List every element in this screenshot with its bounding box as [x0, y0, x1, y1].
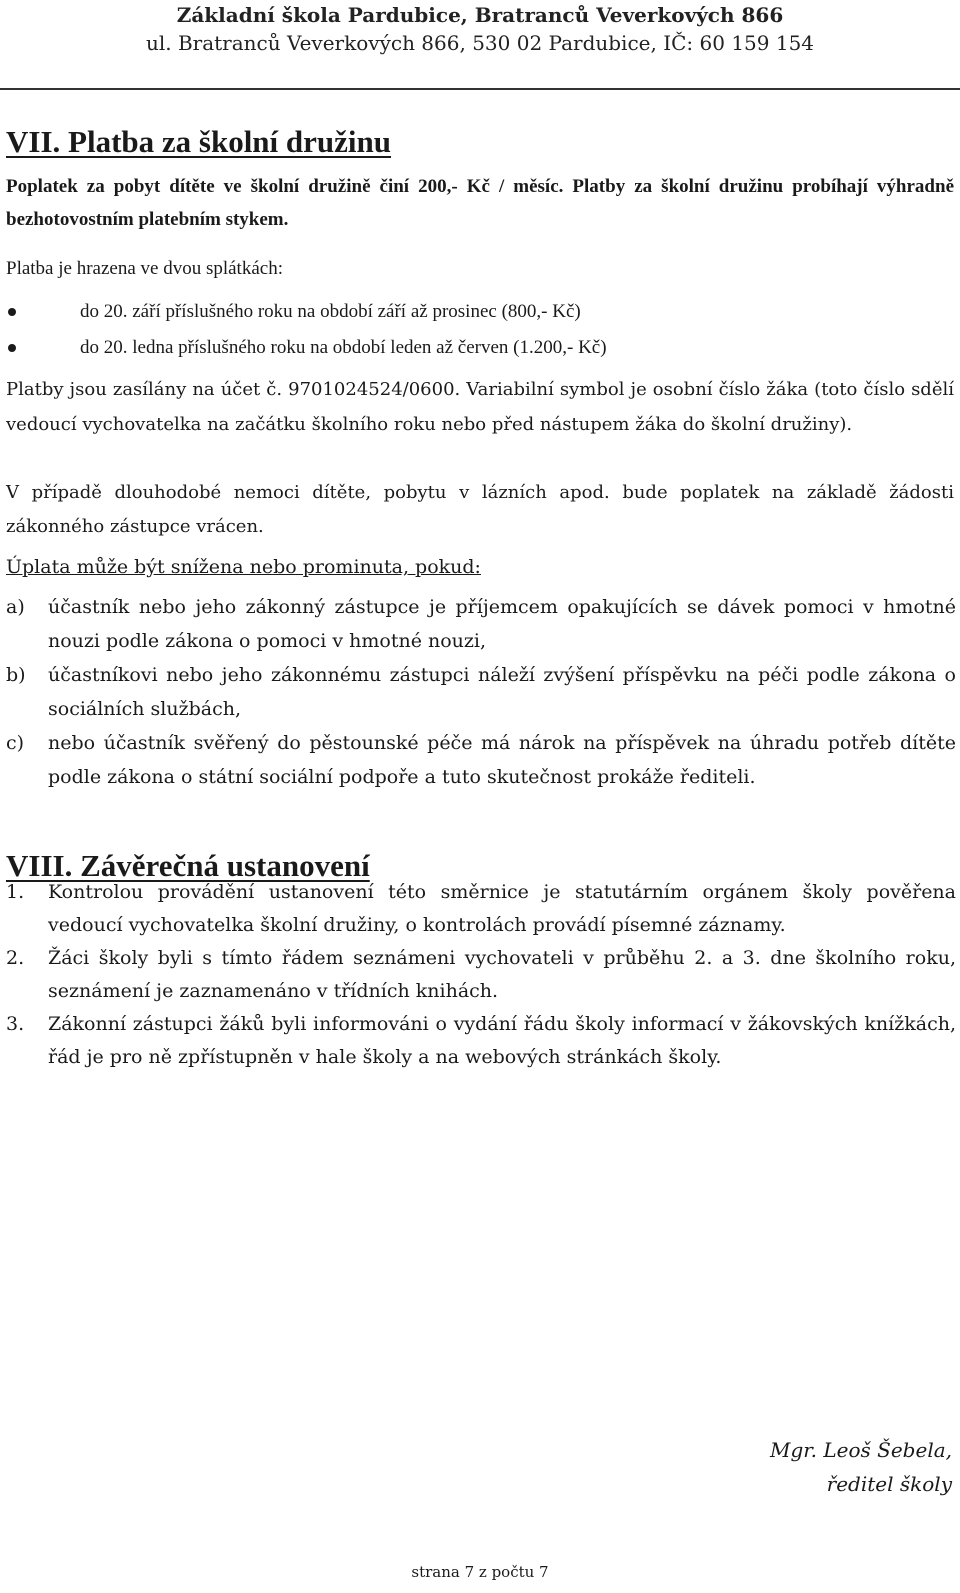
section-vii-title-text: VII. Platba za školní družinu [6, 124, 392, 159]
item-text: Zákonní zástupci žáků byli informováni o vydání řádu školy informací v žákovských knížkách, řád je pro ně zpřístupněn v hale školy a na webových stránkách školy. [48, 1013, 956, 1068]
bullet-icon [8, 344, 16, 352]
item-text: nebo účastník svěřený do pěstounské péče má nárok na příspěvek na úhradu potřeb dítěte podle zákona o státní sociální podpoře a tuto skutečnost prokáže řediteli. [48, 732, 956, 788]
item-marker: 3. [6, 1013, 25, 1035]
header-address: ul. Bratranců Veverkových 866, 530 02 Pardubice, IČ: 60 159 154 [145, 31, 815, 55]
refund-paragraph: V případě dlouhodobé nemoci dítěte, pobytu v lázních apod. bude poplatek na základě žádosti zákonného zástupce vrácen. [6, 482, 954, 537]
item-text: účastník nebo jeho zákonný zástupce je příjemcem opakujících se dávek pomoci v hmotné nouzi podle zákona o pomoci v hmotné nouzi, [48, 596, 956, 652]
installment-text: do 20. ledna příslušného roku na období leden až červen (1.200,- Kč) [80, 337, 607, 358]
item-text: Žáci školy byli s tímto řádem seznámeni vychovateli v průběhu 2. a 3. dne školního roku, seznámení je zaznamenáno v třídních knihách. [48, 947, 956, 1002]
installments-intro: Platba je hrazena ve dvou splátkách: [6, 258, 283, 279]
signature-role: ředitel školy [826, 1472, 952, 1496]
account-paragraph: Platby jsou zasílány na účet č. 9701024524/0600. Variabilní symbol je osobní číslo žáka (toto číslo sdělí vedoucí vychovatelka na začátku školního roku nebo před nástupem žáka do školní družiny). [6, 379, 954, 435]
item-text: účastníkovi nebo jeho zákonnému zástupci náleží zvýšení příspěvku na péči podle zákona o sociálních službách, [48, 664, 956, 720]
reduction-heading: Úplata může být snížena nebo prominuta, pokud: [6, 556, 481, 578]
page-number: strana 7 z počtu 7 [411, 1563, 549, 1581]
item-marker: c) [6, 732, 25, 754]
signature-name: Mgr. Leoš Šebela, [770, 1438, 952, 1462]
header-divider [0, 88, 960, 90]
section-viii-title-text: VIII. Závěrečná ustanovení [6, 848, 370, 883]
item-marker: 2. [6, 947, 25, 969]
item-marker: b) [6, 664, 26, 686]
signature-block [770, 1433, 952, 1501]
bullet-icon [8, 308, 16, 316]
installment-text: do 20. září příslušného roku na období září až prosinec (800,- Kč) [80, 301, 581, 322]
item-marker: 1. [6, 881, 25, 903]
item-marker: a) [6, 596, 25, 618]
section-vii-title [6, 124, 391, 160]
fee-paragraph: Poplatek za pobyt dítěte ve školní družině činí 200,- Kč / měsíc. Platby za školní družinu probíhají výhradně bezhotovostním platebním stykem. [6, 176, 954, 230]
item-text: Kontrolou provádění ustanovení této směrnice je statutárním orgánem školy pověřena vedoucí vychovatelka školní družiny, o kontrolách provádí písemné záznamy. [48, 881, 956, 936]
header-school-name: Základní škola Pardubice, Bratranců Veverkových 866 [176, 3, 784, 27]
